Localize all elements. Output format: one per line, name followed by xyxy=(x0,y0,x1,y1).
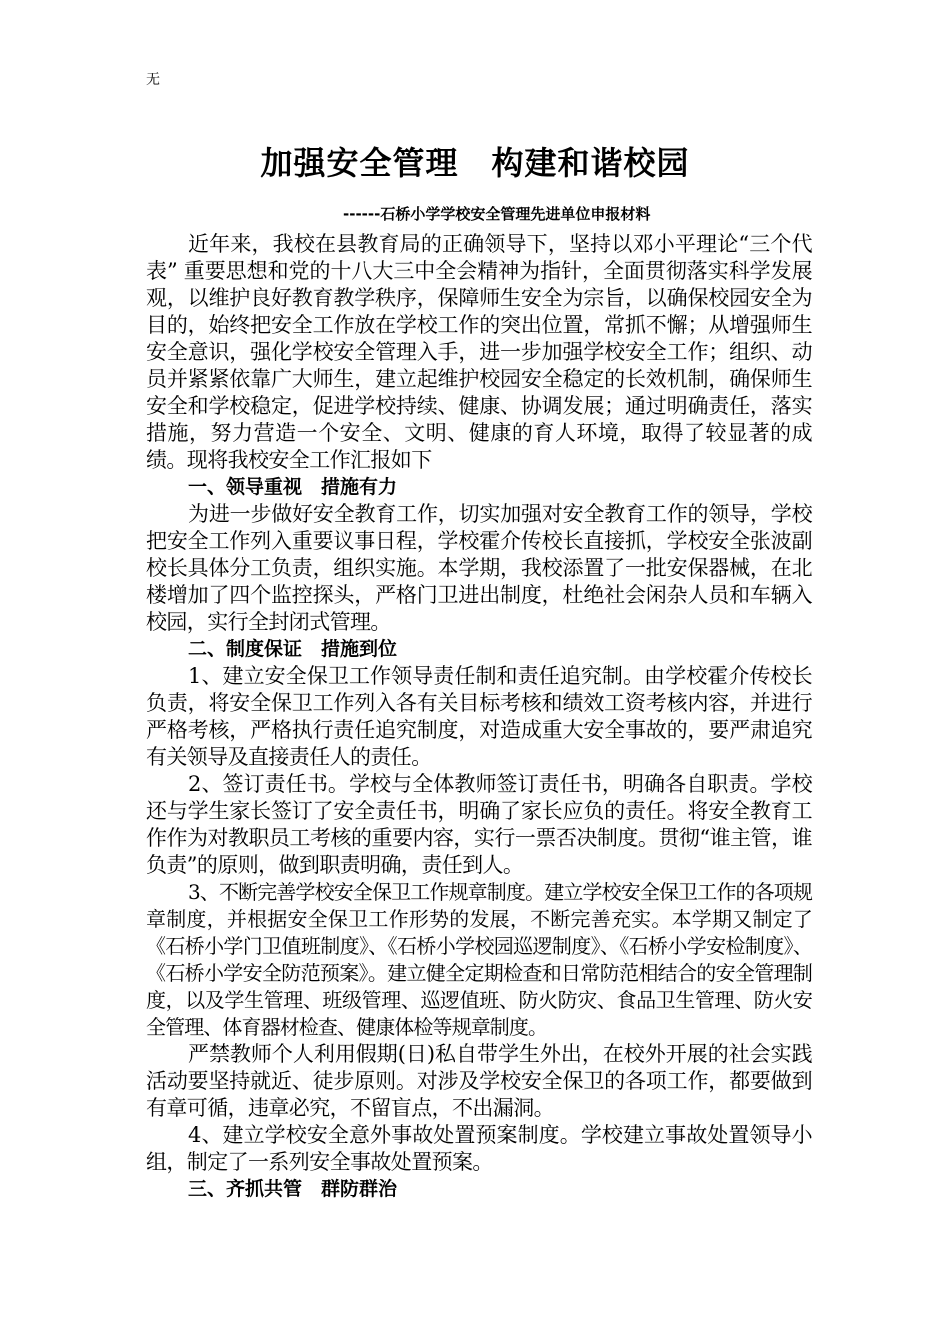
document-title: 加强安全管理 构建和谐校园 xyxy=(260,144,690,182)
document-body xyxy=(146,231,812,1203)
section2-paragraph-3: 3、不断完善学校安全保卫工作规章制度。建立学校安全保卫工作的各项规章制度，并根据安全保卫工作形势的发展，不断完善充实。本学期又制定了《石桥小学门卫值班制度》、《石桥小学校园巡逻制度》、《石桥小学安检制度》、《石桥小学安全防范预案》。建立健全定期检查和日常防范相结合的安全管理制度，以及学生管理、班级管理、巡逻值班、防火防灾、食品卫生管理、防火安全管理、体育器材检查、健康体检等规章制度。 xyxy=(146,880,812,1039)
section-heading-2: 二、制度保证 措施到位 xyxy=(188,638,398,660)
header-mark: 无 xyxy=(146,72,160,88)
section2-paragraph-1: 1、建立安全保卫工作领导责任制和责任追究制。由学校霍介传校长负责，将安全保卫工作列入各有关目标考核和绩效工资考核内容，并进行严格考核，严格执行责任追究制度，对造成重大安全事故的，要严肃追究有关领导及直接责任人的责任。 xyxy=(146,664,812,769)
document-subtitle: ------石桥小学学校安全管理先进单位申报材料 xyxy=(343,205,651,223)
section1-paragraph-1: 为进一步做好安全教育工作，切实加强对安全教育工作的领导，学校把安全工作列入重要议事日程，学校霍介传校长直接抓，学校安全张波副校长具体分工负责，组织实施。本学期，我校添置了一批安保器械，在北楼增加了四个监控探头，严格门卫进出制度，杜绝社会闲杂人员和车辆入校园，实行全封闭式管理。 xyxy=(146,502,812,634)
section2-paragraph-5: 4、建立学校安全意外事故处置预案制度。学校建立事故处置领导小组，制定了一系列安全事故处置预案。 xyxy=(146,1123,812,1174)
intro-paragraph: 近年来，我校在县教育局的正确领导下，坚持以邓小平理论“三个代表” 重要思想和党的十八大三中全会精神为指针，全面贯彻落实科学发展观，以维护良好教育教学秩序，保障师生安全为宗旨，以确保校园安全为目的，始终把安全工作放在学校工作的突出位置，常抓不懈；从增强师生安全意识，强化学校安全管理入手，进一步加强学校安全工作；组织、动员并紧紧依靠广大师生，建立起维护校园安全稳定的长效机制，确保师生安全和学校稳定，促进学校持续、健康、协调发展；通过明确责任，落实措施，努力营造一个安全、文明、健康的育人环境，取得了较显著的成绩。现将我校安全工作汇报如下 xyxy=(146,232,812,472)
section-heading-3: 三、齐抓共管 群防群治 xyxy=(188,1178,398,1200)
section-heading-1: 一、领导重视 措施有力 xyxy=(188,476,398,498)
section2-paragraph-2: 2、签订责任书。学校与全体教师签订责任书，明确各自职责。学校还与学生家长签订了安全责任书，明确了家长应负的责任。将安全教育工作作为对教职员工考核的重要内容，实行一票否决制度。贯彻“谁主管，谁负责”的原则，做到职责明确，责任到人。 xyxy=(146,772,812,877)
section2-paragraph-4: 严禁教师个人利用假期(日)私自带学生外出，在校外开展的社会实践活动要坚持就近、徒步原则。对涉及学校安全保卫的各项工作，都要做到有章可循，违章必究，不留盲点，不出漏洞。 xyxy=(146,1042,812,1120)
